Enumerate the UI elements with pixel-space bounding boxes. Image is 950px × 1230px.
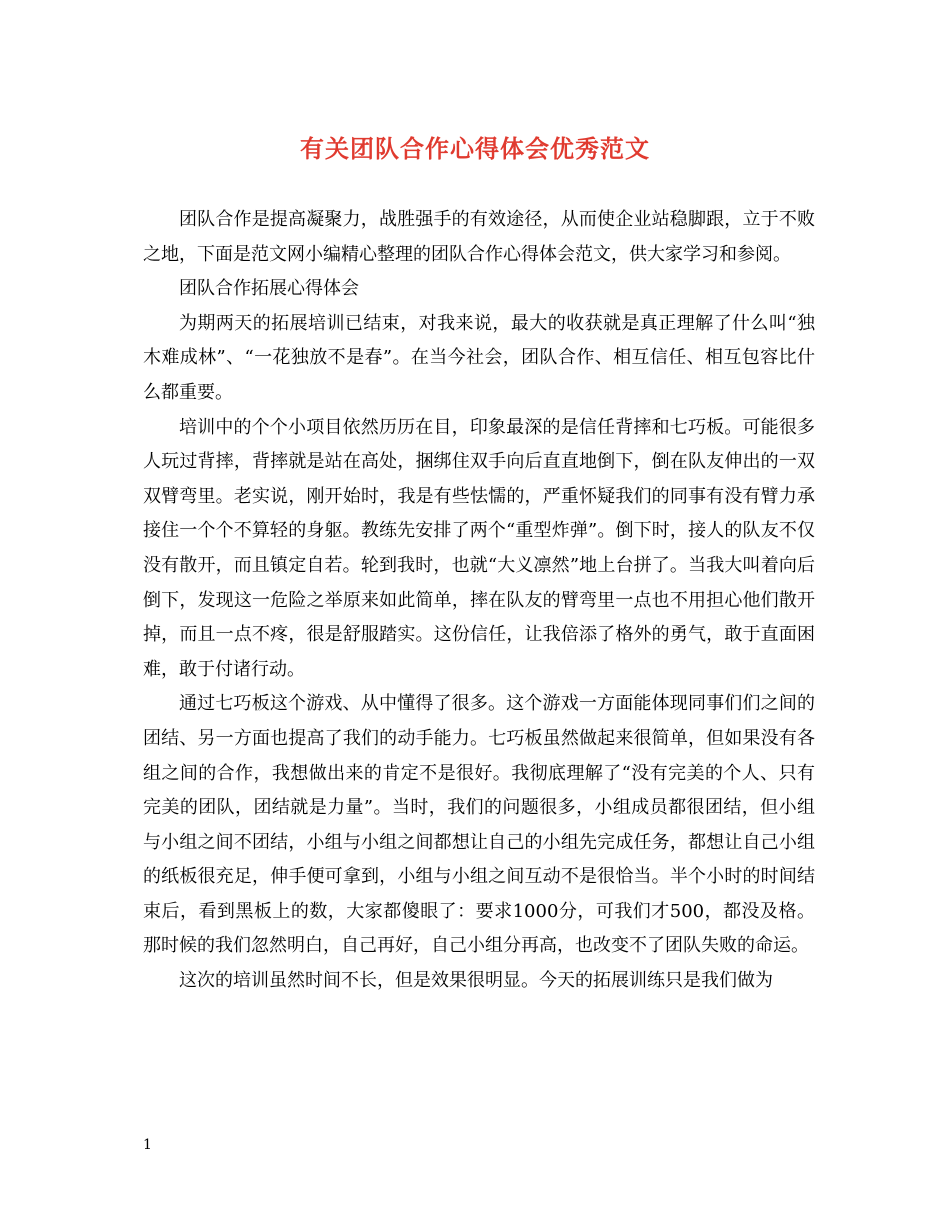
body-paragraph: 为期两天的拓展培训已结束，对我来说，最大的收获就是真正理解了什么叫“独木难成林”、“一花独放不是春”。在当今社会，团队合作、相互信任、相互包容比什么都重要。 [143, 312, 815, 403]
intro-paragraph: 团队合作是提高凝聚力，战胜强手的有效途径，从而使企业站稳脚跟，立于不败之地，下面是范文网小编精心整理的团队合作心得体会范文，供大家学习和参阅。 [143, 209, 815, 265]
document-body [143, 203, 815, 999]
page-number: 1 [143, 1137, 152, 1153]
body-paragraph: 通过七巧板这个游戏、从中懂得了很多。这个游戏一方面能体现同事们们之间的团结、另一方面也提高了我们的动手能力。七巧板虽然做起来很简单，但如果没有各组之间的合作，我想做出来的肯定不是很好。我彻底理解了“没有完美的个人、只有完美的团队，团结就是力量”。当时，我们的问题很多，小组成员都很团结，但小组与小组之间不团结，小组与小组之间都想让自己的小组先完成任务，都想让自己小组的纸板很充足，伸手便可拿到，小组与小组之间互动不是很恰当。半个小时的时间结束后，看到黑板上的数，大家都傻眼了：要求1000分，可我们才500，都没及格。那时候的我们忽然明白，自己再好，自己小组分再高，也改变不了团队失败的命运。 [143, 693, 815, 957]
document-title: 有关团队合作心得体会优秀范文 [300, 134, 650, 163]
body-paragraph: 培训中的个个小项目依然历历在目，印象最深的是信任背摔和七巧板。可能很多人玩过背摔，背摔就是站在高处，捆绑住双手向后直直地倒下，倒在队友伸出的一双双臂弯里。老实说，刚开始时，我是有些怯懦的，严重怀疑我们的同事有没有臂力承接住一个个不算轻的身躯。教练先安排了两个“重型炸弹”。倒下时，接人的队友不仅没有散开，而且镇定自若。轮到我时，也就“大义凛然”地上台拼了。当我大叫着向后倒下，发现这一危险之举原来如此简单，摔在队友的臂弯里一点也不用担心他们散开掉，而且一点不疼，很是舒服踏实。这份信任，让我倍添了格外的勇气，敢于直面困难，敢于付诸行动。 [143, 416, 815, 680]
section-heading: 团队合作拓展心得体会 [179, 278, 359, 300]
body-paragraph: 这次的培训虽然时间不长，但是效果很明显。今天的拓展训练只是我们做为 [179, 970, 773, 992]
